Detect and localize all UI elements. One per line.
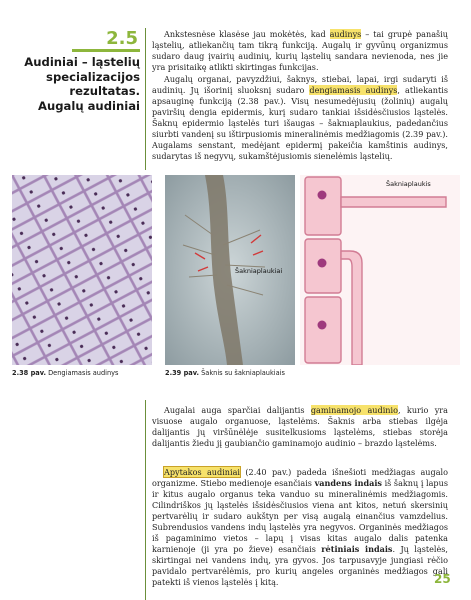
root-hairs-label: Šakniaplaukiai	[235, 267, 283, 275]
paragraph-4: Apytakos audiniai (2.40 pav.) padeda išnešioti medžiagas augalo organizme. Stiebo medienoje esančiais vandens indais iš šaknų į lapus ir kitus augalo organus teka vanduo su mineralinėmis medžiagomis. Cilindriškos jų ląstelės išsidėsčiusios viena ant kitos, netuń skersinių pertvarėlių ir sudaro aukštyn per visą augalą einančius vamzdelius. Subrendusios vandens indų ląstelės yra negyvos. Organinės medžiagos iš pagaminimo vietos – lapų į visas kitas augalo dalis patenka karnienoje (ji yra po žieve) esančiais rėtiniais indais. Jų ląstelės, skirtingai nei vandens indų, yra gyvos. Jos tarpusavyje jungiasi rėčio pavidalo pertvarėlėmis, pro kurių angeles organinės medžiagos gali patekti iš vienos ląstelės į kitą.	[152, 467, 448, 587]
title-line-4: Augalų audiniai	[38, 98, 140, 113]
paragraph-2: Augalų organai, pavyzdžiui, šaknys, stiebai, lapai, irgi sudaryti iš audinių. Jų išoriniį sluoksnį sudaro dengiamasis audinys, atliekantis apsauginę funkciją (2.38 pav.). Visų nesumedėjusių (žolinių) augalų paviršių dengia epidermis, kurį sudaro tankiai išsidėsčiusios ląstelės. Šaknų epidermio ląstelės turi išaugas – šaknıaplaukius, padedančius siurbti vandenį su ištirpusiomis mineralinėmis medžiagomis (2.39 pav.). Augalams senstant, medėjant epidermį pakeičia kamštinis audinys, sudarytas iš negyvų, sukamštėjusiomis sienelėmis ląstelių.	[152, 74, 449, 161]
figure-caption-2-38: 2.38 pav. Dengiamasis audinys	[12, 369, 119, 377]
root-hair-label: Šakniaplaukis	[386, 180, 431, 188]
section-title	[6, 55, 140, 113]
term-gaminamasis-audinys: gaminamojo audinio	[310, 405, 398, 415]
term-vandens-indai: vandens indais	[314, 478, 382, 488]
paragraph-3: Augalai auga sparčiai dalijantis gaminamojo audinio, kurio yra visuose augalo organuose, ląstelėms. Šaknis arba stiebas ilgėja dalijantis jų viršūnėlėje susitelkusioms ląstelėms, stiebas storėja dalijantis žiedu jį gaubiančio gaminamojo audinio – brazdo ląstelėms.	[152, 405, 448, 448]
term-dengiamasis-audinys: dengiamasis audinys	[309, 85, 398, 95]
term-audinys: audinys	[329, 29, 362, 39]
title-line-3: rezultatas.	[69, 84, 140, 98]
term-apytakos-audiniai: Apytakos audiniai	[164, 467, 241, 477]
epidermis-cells-illustration	[12, 175, 152, 365]
page-number: 25	[434, 572, 451, 586]
figure-caption-2-39: 2.39 pav. Šaknis su šakniaplaukiais	[165, 369, 285, 377]
margin-rule-top	[145, 28, 146, 170]
figure-root-image	[165, 175, 295, 365]
margin-rule-bottom	[145, 400, 146, 600]
root-hair-cells-illustration	[300, 175, 460, 365]
paragraph-1: Ankstesnėse klasėse jau mokėtės, kad audinys – tai grupė panašių ląstelių, atliekančių tam tikrą funkciją. Augalų ir gyvūnų organizmus sudaro daug įvairių audinių, kurių ląstelių sandara nevienoda, nes jie yra prisitaikę atlikti skirtingas funkcijas.	[152, 29, 448, 72]
term-retiniai-indai: rėtiniais indais	[321, 544, 393, 554]
figure-root-hair-diagram	[300, 175, 460, 365]
section-rule	[72, 49, 140, 52]
section-number: 2.5	[106, 28, 138, 49]
figure-epidermis-image	[12, 175, 152, 365]
title-line-2: specializacijos	[46, 69, 140, 84]
title-line-1: Audiniai – ląstelių	[24, 55, 140, 69]
